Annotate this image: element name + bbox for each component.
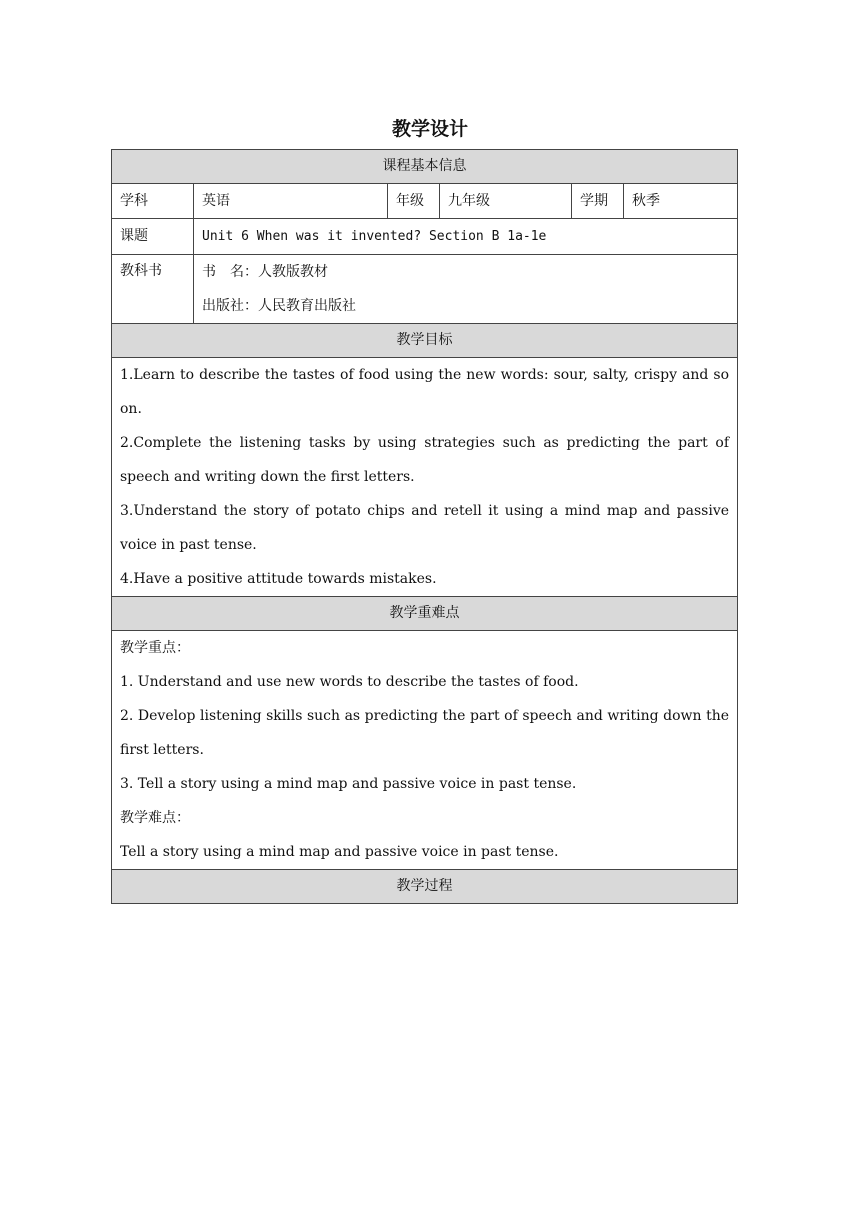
subject-value: 英语 [194,184,388,219]
objective-item: 4.Have a positive attitude towards mistakes. [120,571,437,587]
textbook-label: 教科书 [112,255,194,324]
section-header-process: 教学过程 [112,870,738,904]
section-header-basic-info: 课程基本信息 [112,150,738,184]
subject-label: 学科 [112,184,194,219]
objective-item: 1.Learn to describe the tastes of food using the new words: sour, salty, crispy and so on. [120,367,730,417]
key-points-content [112,631,738,870]
focus-label: 教学重点： [120,640,190,656]
grade-value: 九年级 [440,184,572,219]
page-title: 教学设计 [391,118,468,140]
textbook-info [194,255,738,324]
topic-label: 课题 [112,219,194,255]
topic-value: Unit 6 When was it invented? Section B 1a-1e [194,219,738,255]
difficulty-text: Tell a story using a mind map and passive voice in past tense. [120,844,559,860]
section-header-objectives: 教学目标 [112,324,738,358]
focus-item: 1. Understand and use new words to describe the tastes of food. [120,674,579,690]
term-value: 秋季 [624,184,738,219]
grade-label: 年级 [388,184,440,219]
term-label: 学期 [572,184,624,219]
section-header-key-points: 教学重难点 [112,597,738,631]
objective-item: 2.Complete the listening tasks by using strategies such as predicting the part of speech and writing down the first letters. [120,435,730,485]
objectives-content [112,358,738,597]
focus-item: 3. Tell a story using a mind map and passive voice in past tense. [120,776,577,792]
difficulty-label: 教学难点： [120,810,190,826]
focus-item: 2. Develop listening skills such as predicting the part of speech and writing down the first letters. [120,708,730,758]
objective-item: 3.Understand the story of potato chips and retell it using a mind map and passive voice in past tense. [120,503,730,553]
publisher: 出版社：人民教育出版社 [202,298,356,314]
lesson-plan-table [111,149,738,904]
book-name: 书 名：人教版教材 [202,264,328,280]
